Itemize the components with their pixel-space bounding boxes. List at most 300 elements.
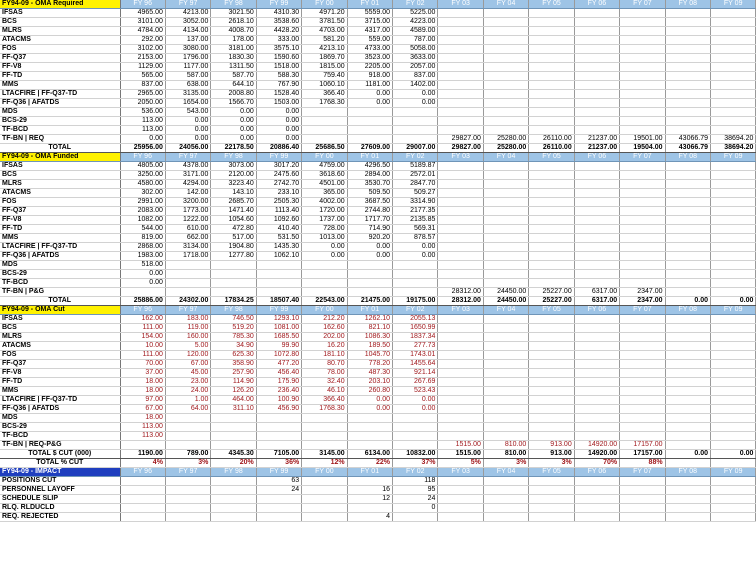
value-cell [574, 243, 619, 252]
value-cell [256, 423, 301, 432]
value-cell [483, 126, 528, 135]
value-cell: 456.90 [256, 405, 301, 414]
value-cell: 3538.60 [256, 18, 301, 27]
year-header: FY 04 [483, 306, 528, 315]
value-cell: 118 [393, 477, 438, 486]
value-cell: 3781.50 [302, 18, 347, 27]
value-cell [710, 9, 755, 18]
row-label: TF-BN | REQ [0, 135, 120, 144]
value-cell: 1743.01 [393, 351, 438, 360]
value-cell [483, 216, 528, 225]
value-cell [620, 90, 665, 99]
value-cell: 302.00 [120, 189, 165, 198]
year-header: FY 06 [574, 306, 619, 315]
value-cell [438, 351, 483, 360]
value-cell [574, 315, 619, 324]
value-cell [574, 81, 619, 90]
value-cell: 819.00 [120, 234, 165, 243]
value-cell [529, 27, 574, 36]
value-cell: 1082.00 [120, 216, 165, 225]
value-cell [665, 18, 710, 27]
value-cell [483, 189, 528, 198]
value-cell [710, 234, 755, 243]
table-row [0, 414, 756, 423]
value-cell [165, 504, 210, 513]
value-cell: 236.40 [256, 387, 301, 396]
value-cell [710, 90, 755, 99]
table-row [0, 288, 756, 297]
table-row [0, 387, 756, 396]
value-cell [710, 351, 755, 360]
value-cell [256, 414, 301, 423]
value-cell [302, 117, 347, 126]
value-cell [256, 441, 301, 450]
total-cell: 25886.00 [120, 297, 165, 306]
value-cell [302, 504, 347, 513]
total-cell: 17157.00 [620, 450, 665, 459]
value-cell [347, 414, 392, 423]
value-cell [483, 45, 528, 54]
value-cell [529, 486, 574, 495]
value-cell [438, 252, 483, 261]
value-cell: 2894.00 [347, 171, 392, 180]
value-cell: 2120.00 [211, 171, 256, 180]
value-cell [165, 414, 210, 423]
row-label: FF-Q36 | AFATDS [0, 252, 120, 261]
value-cell [710, 225, 755, 234]
row-label: FF-V8 [0, 216, 120, 225]
value-cell: 14920.00 [574, 441, 619, 450]
value-cell [483, 270, 528, 279]
value-cell [665, 387, 710, 396]
value-cell [529, 396, 574, 405]
value-cell: 0.00 [256, 108, 301, 117]
value-cell [620, 117, 665, 126]
value-cell [438, 504, 483, 513]
value-cell: 1.00 [165, 396, 210, 405]
value-cell [438, 117, 483, 126]
value-cell [438, 9, 483, 18]
value-cell: 3052.00 [165, 18, 210, 27]
value-cell [574, 234, 619, 243]
year-header: FY 04 [483, 468, 528, 477]
value-cell: 4223.00 [393, 18, 438, 27]
value-cell: 2057.00 [393, 63, 438, 72]
value-cell: 43066.79 [665, 135, 710, 144]
value-cell [438, 189, 483, 198]
value-cell [165, 261, 210, 270]
table-row [0, 9, 756, 18]
total-cell: 3145.00 [302, 450, 347, 459]
value-cell [211, 513, 256, 522]
value-cell [256, 504, 301, 513]
value-cell: 569.31 [393, 225, 438, 234]
value-cell [620, 126, 665, 135]
value-cell [438, 315, 483, 324]
row-label: REQ. REJECTED [0, 513, 120, 522]
value-cell: 1402.00 [393, 81, 438, 90]
value-cell [347, 441, 392, 450]
value-cell [529, 81, 574, 90]
total-cell: 25956.00 [120, 144, 165, 153]
value-cell [665, 36, 710, 45]
value-cell: 1471.40 [211, 207, 256, 216]
total-cell: 0.00 [665, 297, 710, 306]
table-row [0, 405, 756, 414]
value-cell [710, 243, 755, 252]
value-cell [665, 171, 710, 180]
value-cell [438, 216, 483, 225]
value-cell [620, 162, 665, 171]
row-label: LTACFIRE | FF-Q37-TD [0, 396, 120, 405]
value-cell: 113.00 [120, 423, 165, 432]
value-cell: 4589.00 [393, 27, 438, 36]
value-cell [665, 198, 710, 207]
percent-cell [665, 459, 710, 468]
value-cell [710, 486, 755, 495]
total-cell: 2347.00 [620, 297, 665, 306]
value-cell: 1720.00 [302, 207, 347, 216]
total-cell: 28312.00 [438, 297, 483, 306]
value-cell [574, 477, 619, 486]
table-row [0, 252, 756, 261]
value-cell [620, 225, 665, 234]
value-cell: 113.00 [120, 117, 165, 126]
table-row [0, 225, 756, 234]
value-cell: 2742.70 [256, 180, 301, 189]
value-cell [574, 504, 619, 513]
total-cell: 17834.25 [211, 297, 256, 306]
value-cell [393, 432, 438, 441]
value-cell [483, 279, 528, 288]
value-cell [393, 288, 438, 297]
value-cell: 1092.60 [256, 216, 301, 225]
value-cell: 114.90 [211, 378, 256, 387]
value-cell [620, 432, 665, 441]
value-cell: 37.00 [120, 369, 165, 378]
total-cell: 6134.00 [347, 450, 392, 459]
value-cell [529, 270, 574, 279]
value-cell: 1773.00 [165, 207, 210, 216]
value-cell: 509.27 [393, 189, 438, 198]
value-cell [529, 279, 574, 288]
value-cell: 80.70 [302, 360, 347, 369]
value-cell [574, 387, 619, 396]
value-cell: 2618.10 [211, 18, 256, 27]
value-cell [665, 72, 710, 81]
value-cell [665, 333, 710, 342]
value-cell: 4805.00 [120, 162, 165, 171]
total-cell: 4345.30 [211, 450, 256, 459]
value-cell: 24 [393, 495, 438, 504]
value-cell [529, 378, 574, 387]
value-cell [665, 405, 710, 414]
value-cell [620, 243, 665, 252]
value-cell [438, 405, 483, 414]
year-header: FY 08 [665, 468, 710, 477]
table-row [0, 126, 756, 135]
value-cell [393, 441, 438, 450]
value-cell: 4002.00 [302, 198, 347, 207]
year-header: FY 05 [529, 0, 574, 9]
total-cell: 20886.40 [256, 144, 301, 153]
value-cell [710, 162, 755, 171]
value-cell [120, 477, 165, 486]
table-row [0, 333, 756, 342]
value-cell [529, 342, 574, 351]
value-cell [483, 369, 528, 378]
table-row [0, 207, 756, 216]
value-cell: 64.00 [165, 405, 210, 414]
value-cell [211, 432, 256, 441]
value-cell: 3633.00 [393, 54, 438, 63]
value-cell [665, 513, 710, 522]
value-cell: 1013.00 [302, 234, 347, 243]
value-cell [211, 441, 256, 450]
value-cell: 0.00 [120, 135, 165, 144]
section-title: FY94-09 - OMA Funded [0, 153, 120, 162]
percent-cell: 3% [483, 459, 528, 468]
value-cell: 12 [347, 495, 392, 504]
value-cell: 644.10 [211, 81, 256, 90]
row-label: FF-Q36 | AFATDS [0, 99, 120, 108]
value-cell [710, 99, 755, 108]
value-cell: 1503.00 [256, 99, 301, 108]
value-cell [665, 432, 710, 441]
value-cell: 10.00 [120, 342, 165, 351]
value-cell [438, 36, 483, 45]
value-cell [393, 423, 438, 432]
value-cell: 366.40 [302, 90, 347, 99]
value-cell [574, 333, 619, 342]
value-cell: 3135.00 [165, 90, 210, 99]
value-cell [529, 180, 574, 189]
percent-cell: 37% [393, 459, 438, 468]
value-cell [574, 216, 619, 225]
value-cell: 45.00 [165, 369, 210, 378]
value-cell [529, 162, 574, 171]
value-cell: 0.00 [393, 396, 438, 405]
value-cell [665, 324, 710, 333]
value-cell [302, 288, 347, 297]
value-cell: 203.10 [347, 378, 392, 387]
value-cell: 3618.60 [302, 171, 347, 180]
value-cell [529, 234, 574, 243]
value-cell: 25280.00 [483, 135, 528, 144]
value-cell: 67.00 [165, 360, 210, 369]
value-cell: 1177.00 [165, 63, 210, 72]
total-cell: 913.00 [529, 450, 574, 459]
row-label: MDS [0, 261, 120, 270]
value-cell [529, 18, 574, 27]
value-cell: 143.10 [211, 189, 256, 198]
value-cell [665, 180, 710, 189]
value-cell [574, 261, 619, 270]
value-cell: 1435.30 [256, 243, 301, 252]
value-cell [211, 423, 256, 432]
value-cell [665, 486, 710, 495]
value-cell: 785.30 [211, 333, 256, 342]
value-cell [529, 54, 574, 63]
value-cell [438, 180, 483, 189]
percent-cell: 36% [256, 459, 301, 468]
value-cell: 2347.00 [620, 288, 665, 297]
table-row [0, 63, 756, 72]
value-cell [438, 18, 483, 27]
value-cell: 1262.10 [347, 315, 392, 324]
value-cell: 523.43 [393, 387, 438, 396]
value-cell: 18.00 [120, 378, 165, 387]
value-cell: 1062.10 [256, 252, 301, 261]
value-cell: 0.00 [347, 90, 392, 99]
value-cell [165, 432, 210, 441]
value-cell [256, 288, 301, 297]
value-cell [620, 495, 665, 504]
value-cell [120, 504, 165, 513]
value-cell: 142.00 [165, 189, 210, 198]
value-cell [529, 414, 574, 423]
value-cell: 366.40 [302, 396, 347, 405]
value-cell [665, 27, 710, 36]
value-cell [438, 378, 483, 387]
value-cell [574, 36, 619, 45]
value-cell [710, 126, 755, 135]
value-cell: 3021.50 [211, 9, 256, 18]
row-label: IFSAS [0, 315, 120, 324]
value-cell [665, 225, 710, 234]
value-cell [529, 333, 574, 342]
value-cell [529, 45, 574, 54]
value-cell [620, 369, 665, 378]
value-cell: 113.00 [120, 432, 165, 441]
value-cell: 581.20 [302, 36, 347, 45]
value-cell [347, 477, 392, 486]
value-cell: 544.00 [120, 225, 165, 234]
value-cell [211, 288, 256, 297]
value-cell [438, 513, 483, 522]
total-label: TOTAL $ CUT (000) [0, 450, 120, 459]
value-cell [529, 63, 574, 72]
value-cell [483, 99, 528, 108]
table-row [0, 486, 756, 495]
year-header: FY 04 [483, 0, 528, 9]
value-cell [438, 81, 483, 90]
value-cell: 34.90 [211, 342, 256, 351]
value-cell [574, 90, 619, 99]
value-cell [438, 126, 483, 135]
value-cell [211, 504, 256, 513]
value-cell [347, 423, 392, 432]
value-cell: 0.00 [256, 135, 301, 144]
value-cell [483, 324, 528, 333]
value-cell [211, 279, 256, 288]
value-cell: 1654.00 [165, 99, 210, 108]
value-cell [483, 423, 528, 432]
value-cell [620, 315, 665, 324]
value-cell [211, 270, 256, 279]
value-cell [620, 504, 665, 513]
value-cell [483, 27, 528, 36]
value-cell: 0.00 [347, 396, 392, 405]
table-row [0, 99, 756, 108]
table-row [0, 441, 756, 450]
value-cell: 0.00 [393, 90, 438, 99]
value-cell [438, 432, 483, 441]
value-cell [574, 378, 619, 387]
total-cell: 10832.00 [393, 450, 438, 459]
value-cell: 3314.90 [393, 198, 438, 207]
value-cell [574, 45, 619, 54]
value-cell [302, 135, 347, 144]
value-cell: 2008.80 [211, 90, 256, 99]
value-cell [302, 270, 347, 279]
value-cell: 32.40 [302, 378, 347, 387]
table-row [0, 234, 756, 243]
value-cell [665, 441, 710, 450]
value-cell [483, 495, 528, 504]
percent-cell: 70% [574, 459, 619, 468]
value-cell: 0.00 [256, 117, 301, 126]
value-cell [710, 432, 755, 441]
value-cell: 21237.00 [574, 135, 619, 144]
value-cell: 365.00 [302, 189, 347, 198]
row-label: MLRS [0, 27, 120, 36]
value-cell [665, 315, 710, 324]
value-cell: 0.00 [211, 108, 256, 117]
table-row [0, 243, 756, 252]
value-cell [438, 342, 483, 351]
value-cell [438, 45, 483, 54]
value-cell: 162.00 [120, 315, 165, 324]
value-cell: 559.00 [347, 36, 392, 45]
value-cell [620, 99, 665, 108]
value-cell: 0.00 [393, 243, 438, 252]
year-header: FY 99 [256, 468, 301, 477]
value-cell [710, 198, 755, 207]
value-cell [710, 252, 755, 261]
value-cell [483, 405, 528, 414]
value-cell: 1796.00 [165, 54, 210, 63]
value-cell [256, 261, 301, 270]
value-cell [483, 504, 528, 513]
value-cell [665, 243, 710, 252]
value-cell: 292.00 [120, 36, 165, 45]
value-cell [483, 36, 528, 45]
value-cell [529, 216, 574, 225]
value-cell: 1768.30 [302, 405, 347, 414]
value-cell [438, 63, 483, 72]
value-cell [483, 63, 528, 72]
value-cell: 2847.70 [393, 180, 438, 189]
value-cell [710, 171, 755, 180]
value-cell: 3200.00 [165, 198, 210, 207]
value-cell [438, 54, 483, 63]
total-cell: 789.00 [165, 450, 210, 459]
value-cell: 918.00 [347, 72, 392, 81]
value-cell: 4296.50 [347, 162, 392, 171]
table-row [0, 198, 756, 207]
value-cell [620, 54, 665, 63]
value-cell: 4294.00 [165, 180, 210, 189]
value-cell: 767.90 [256, 81, 301, 90]
value-cell: 95 [393, 486, 438, 495]
value-cell: 1277.80 [211, 252, 256, 261]
value-cell [529, 369, 574, 378]
value-cell: 1768.30 [302, 99, 347, 108]
year-header: FY 99 [256, 0, 301, 9]
value-cell [302, 414, 347, 423]
value-cell: 1113.40 [256, 207, 301, 216]
